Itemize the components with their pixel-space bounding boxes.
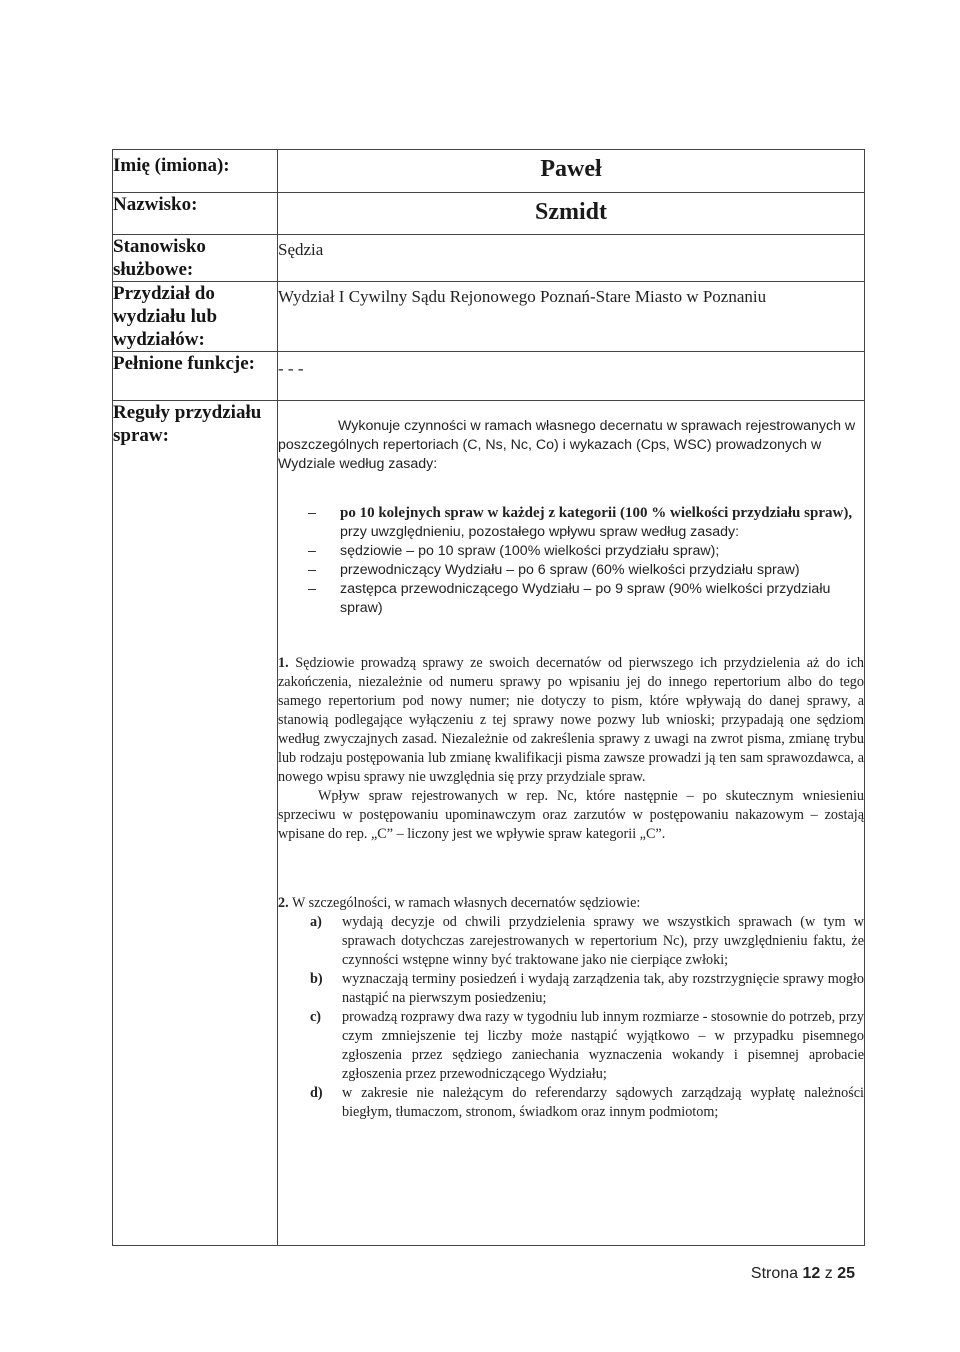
label-last-name: Nazwisko: [113, 193, 278, 235]
section-2-intro [278, 894, 864, 913]
section-2-intro-text: W szczególności, w ramach własnych decernatów sędziowie: [291, 895, 641, 911]
allocation-item-text: sędziowie – po 10 spraw (100% wielkości przydziału spraw); [340, 543, 720, 559]
allocation-item-text: przewodniczący Wydziału – po 6 spraw (60% wielkości przydziału spraw) [340, 562, 800, 578]
section-1 [278, 654, 864, 844]
allocation-item [308, 580, 864, 618]
allocation-main-cont-text: przy uwzględnieniu, pozostałego wpływu spraw według zasady: [340, 524, 740, 540]
row-rules [113, 401, 865, 1246]
section-1-number: 1. [278, 655, 289, 671]
section-1-text: Sędziowie prowadzą sprawy ze swoich decernatów od pierwszego ich przydzielenia aż do ich zakończenia, niezależnie od numeru sprawy po wpisaniu jej do innego repertorium albo do tego samego repertorium pod nowy numer; nie dotyczy to pism, które wpływają do danej sprawy, a stanowią podlegające wyłączeniu z tej sprawy nowe pozwy lub wnioski; przypadają one sędziom według zwyczajnych zasad. Niezależnie od zakreślenia sprawy z uwagi na zwrot pisma, zmianę trybu lub rodzaju postępowania lub zmianę kwalifikacji pisma zawsze prowadzi ją ten sam sprawozdawca, a nowego wpisu sprawy nie uwzględnia się przy przydziale spraw. [278, 655, 864, 785]
footer-page-number: 12 [802, 1265, 821, 1282]
allocation-main-text: po 10 kolejnych spraw w każdej z kategorii (100 % wielkości przydziału spraw), [340, 505, 853, 521]
allocation-item-text: zastępca przewodniczącego Wydziału – po 9 spraw (90% wielkości przydziału spraw) [340, 581, 831, 616]
label-rules: Reguły przydziału spraw: [113, 401, 278, 1246]
value-functions: - - - [278, 359, 304, 378]
dash-marker: – [308, 543, 316, 559]
duty-text: prowadzą rozprawy dwa razy w tygodniu lub innym rozmiarze - stosownie do potrzeb, przy czym zmniejszenie tej liczby może nastąpić wyjątkowo – w przypadku pisemnego zgłoszenia przez sędziego zaniechania wyznaczenia wokandy i pisemnej aprobacie zgłoszenia przez przewodniczącego Wydziału; [342, 1009, 864, 1082]
page-footer [751, 1265, 855, 1283]
footer-separator: z [824, 1265, 833, 1282]
footer-prefix: Strona [750, 1265, 799, 1282]
value-division: Wydział I Cywilny Sądu Rejonowego Poznań-Stare Miasto w Poznaniu [278, 287, 767, 306]
footer-total-pages: 25 [837, 1265, 855, 1282]
row-position [113, 235, 865, 282]
section-1-paragraph-2: Wpływ spraw rejestrowanych w rep. Nc, które następnie – po skutecznym wniesieniu sprzeciwu w postępowaniu upominawczym oraz zarzutów w postępowaniu nakazowym – zostają wpisane do rep. „C” – liczony jest we wpływie spraw kategorii „C”. [278, 788, 864, 842]
duty-letter: a) [310, 914, 322, 930]
duty-text: wydają decyzje od chwili przydzielenia sprawy we wszystkich sprawach (w tym w sprawach dotychczas zarejestrowanych w repertorium Nc), przy uwzględnieniu faktu, że czynności wstępne winny być traktowane jako nie cierpiące zwłoki; [342, 914, 864, 968]
allocation-item [308, 542, 864, 561]
duty-item [302, 1084, 864, 1122]
label-functions: Pełnione funkcje: [113, 352, 278, 401]
label-first-name: Imię (imiona): [113, 150, 278, 193]
allocation-item [308, 561, 864, 580]
section-2-number: 2. [278, 895, 289, 911]
value-last-name: Szmidt [535, 199, 607, 225]
rules-content [278, 401, 864, 1134]
section-2 [278, 894, 864, 1122]
dash-marker: – [308, 562, 316, 578]
value-first-name: Paweł [540, 156, 602, 182]
duty-letter: d) [310, 1085, 323, 1101]
duty-item [302, 913, 864, 970]
duty-text: w zakresie nie należącym do referendarzy sądowych zarządzają wypłatę należności biegłym, tłumaczom, stronom, świadkom oraz innym podmiotom; [342, 1085, 864, 1120]
dash-marker: – [308, 581, 316, 597]
section-1-paragraph [278, 654, 864, 787]
row-first-name [113, 150, 865, 193]
row-division [113, 282, 865, 352]
judge-info-table [112, 149, 865, 1246]
duty-text: wyznaczają terminy posiedzeń i wydają zarządzenia tak, aby rozstrzygnięcie sprawy mogło nastąpić na pierwszym posiedzeniu; [342, 971, 864, 1006]
dash-marker: – [308, 505, 316, 521]
duty-letter: b) [310, 971, 323, 987]
rules-intro: Wykonuje czynności w ramach własnego decernatu w sprawach rejestrowanych w poszczególnych repertoriach (C, Ns, Nc, Co) i wykazach (Cps, WSC) prowadzonych w Wydziale według zasady: [278, 418, 856, 472]
allocation-list [278, 504, 864, 618]
row-functions [113, 352, 865, 401]
allocation-main-cont [308, 523, 864, 542]
duties-list [278, 913, 864, 1122]
label-division: Przydział do wydziału lub wydziałów: [113, 282, 278, 352]
row-last-name [113, 193, 865, 235]
duty-item [302, 1008, 864, 1084]
duty-item [302, 970, 864, 1008]
duty-letter: c) [310, 1009, 322, 1025]
allocation-main [308, 504, 864, 523]
value-position: Sędzia [278, 240, 324, 259]
label-position: Stanowisko służbowe: [113, 235, 278, 282]
